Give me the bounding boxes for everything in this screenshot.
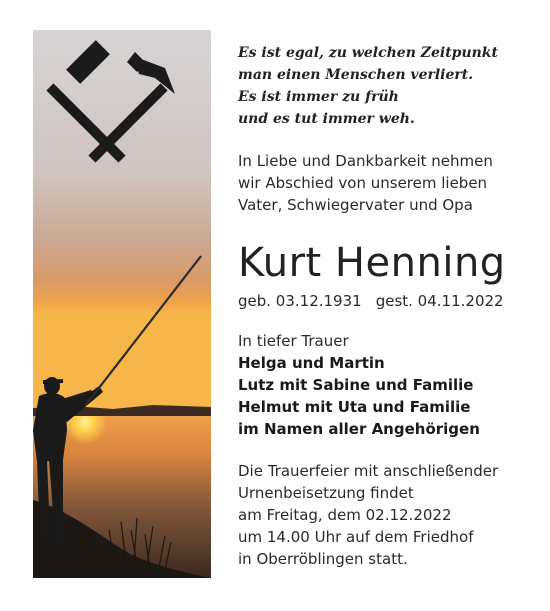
deceased-name: Kurt Henning <box>238 240 506 286</box>
quote-line: Es ist immer zu früh <box>238 89 399 105</box>
service-info-line: in Oberröblingen statt. <box>238 550 408 568</box>
mourner-name: Helmut mit Uta und Familie <box>238 398 471 416</box>
intro-line: wir Abschied von unserem lieben <box>238 174 488 192</box>
quote-line: man einen Menschen verliert. <box>238 67 474 83</box>
mourner-name: Lutz mit Sabine und Familie <box>238 376 474 394</box>
service-info-line: Urnenbeisetzung findet <box>238 484 414 502</box>
mourner-name: Helga und Martin <box>238 354 385 372</box>
mourners-heading: In tiefer Trauer <box>238 332 349 350</box>
service-info-line: um 14.00 Uhr auf dem Friedhof <box>238 528 474 546</box>
mourner-name: im Namen aller Angehörigen <box>238 420 480 438</box>
memorial-photo <box>33 30 211 578</box>
intro-line: In Liebe und Dankbarkeit nehmen <box>238 152 493 170</box>
birth-date: geb. 03.12.1931 <box>238 292 362 310</box>
service-info-line: am Freitag, dem 02.12.2022 <box>238 506 452 524</box>
intro-line: Vater, Schwiegervater und Opa <box>238 196 473 214</box>
death-date: gest. 04.11.2022 <box>375 292 504 310</box>
life-dates <box>238 290 504 312</box>
service-info-line: Die Trauerfeier mit anschließender <box>238 462 499 480</box>
quote-line: Es ist egal, zu welchen Zeitpunkt <box>238 45 498 61</box>
sunset-angler-image <box>33 30 211 578</box>
quote-line: und es tut immer weh. <box>238 111 415 127</box>
